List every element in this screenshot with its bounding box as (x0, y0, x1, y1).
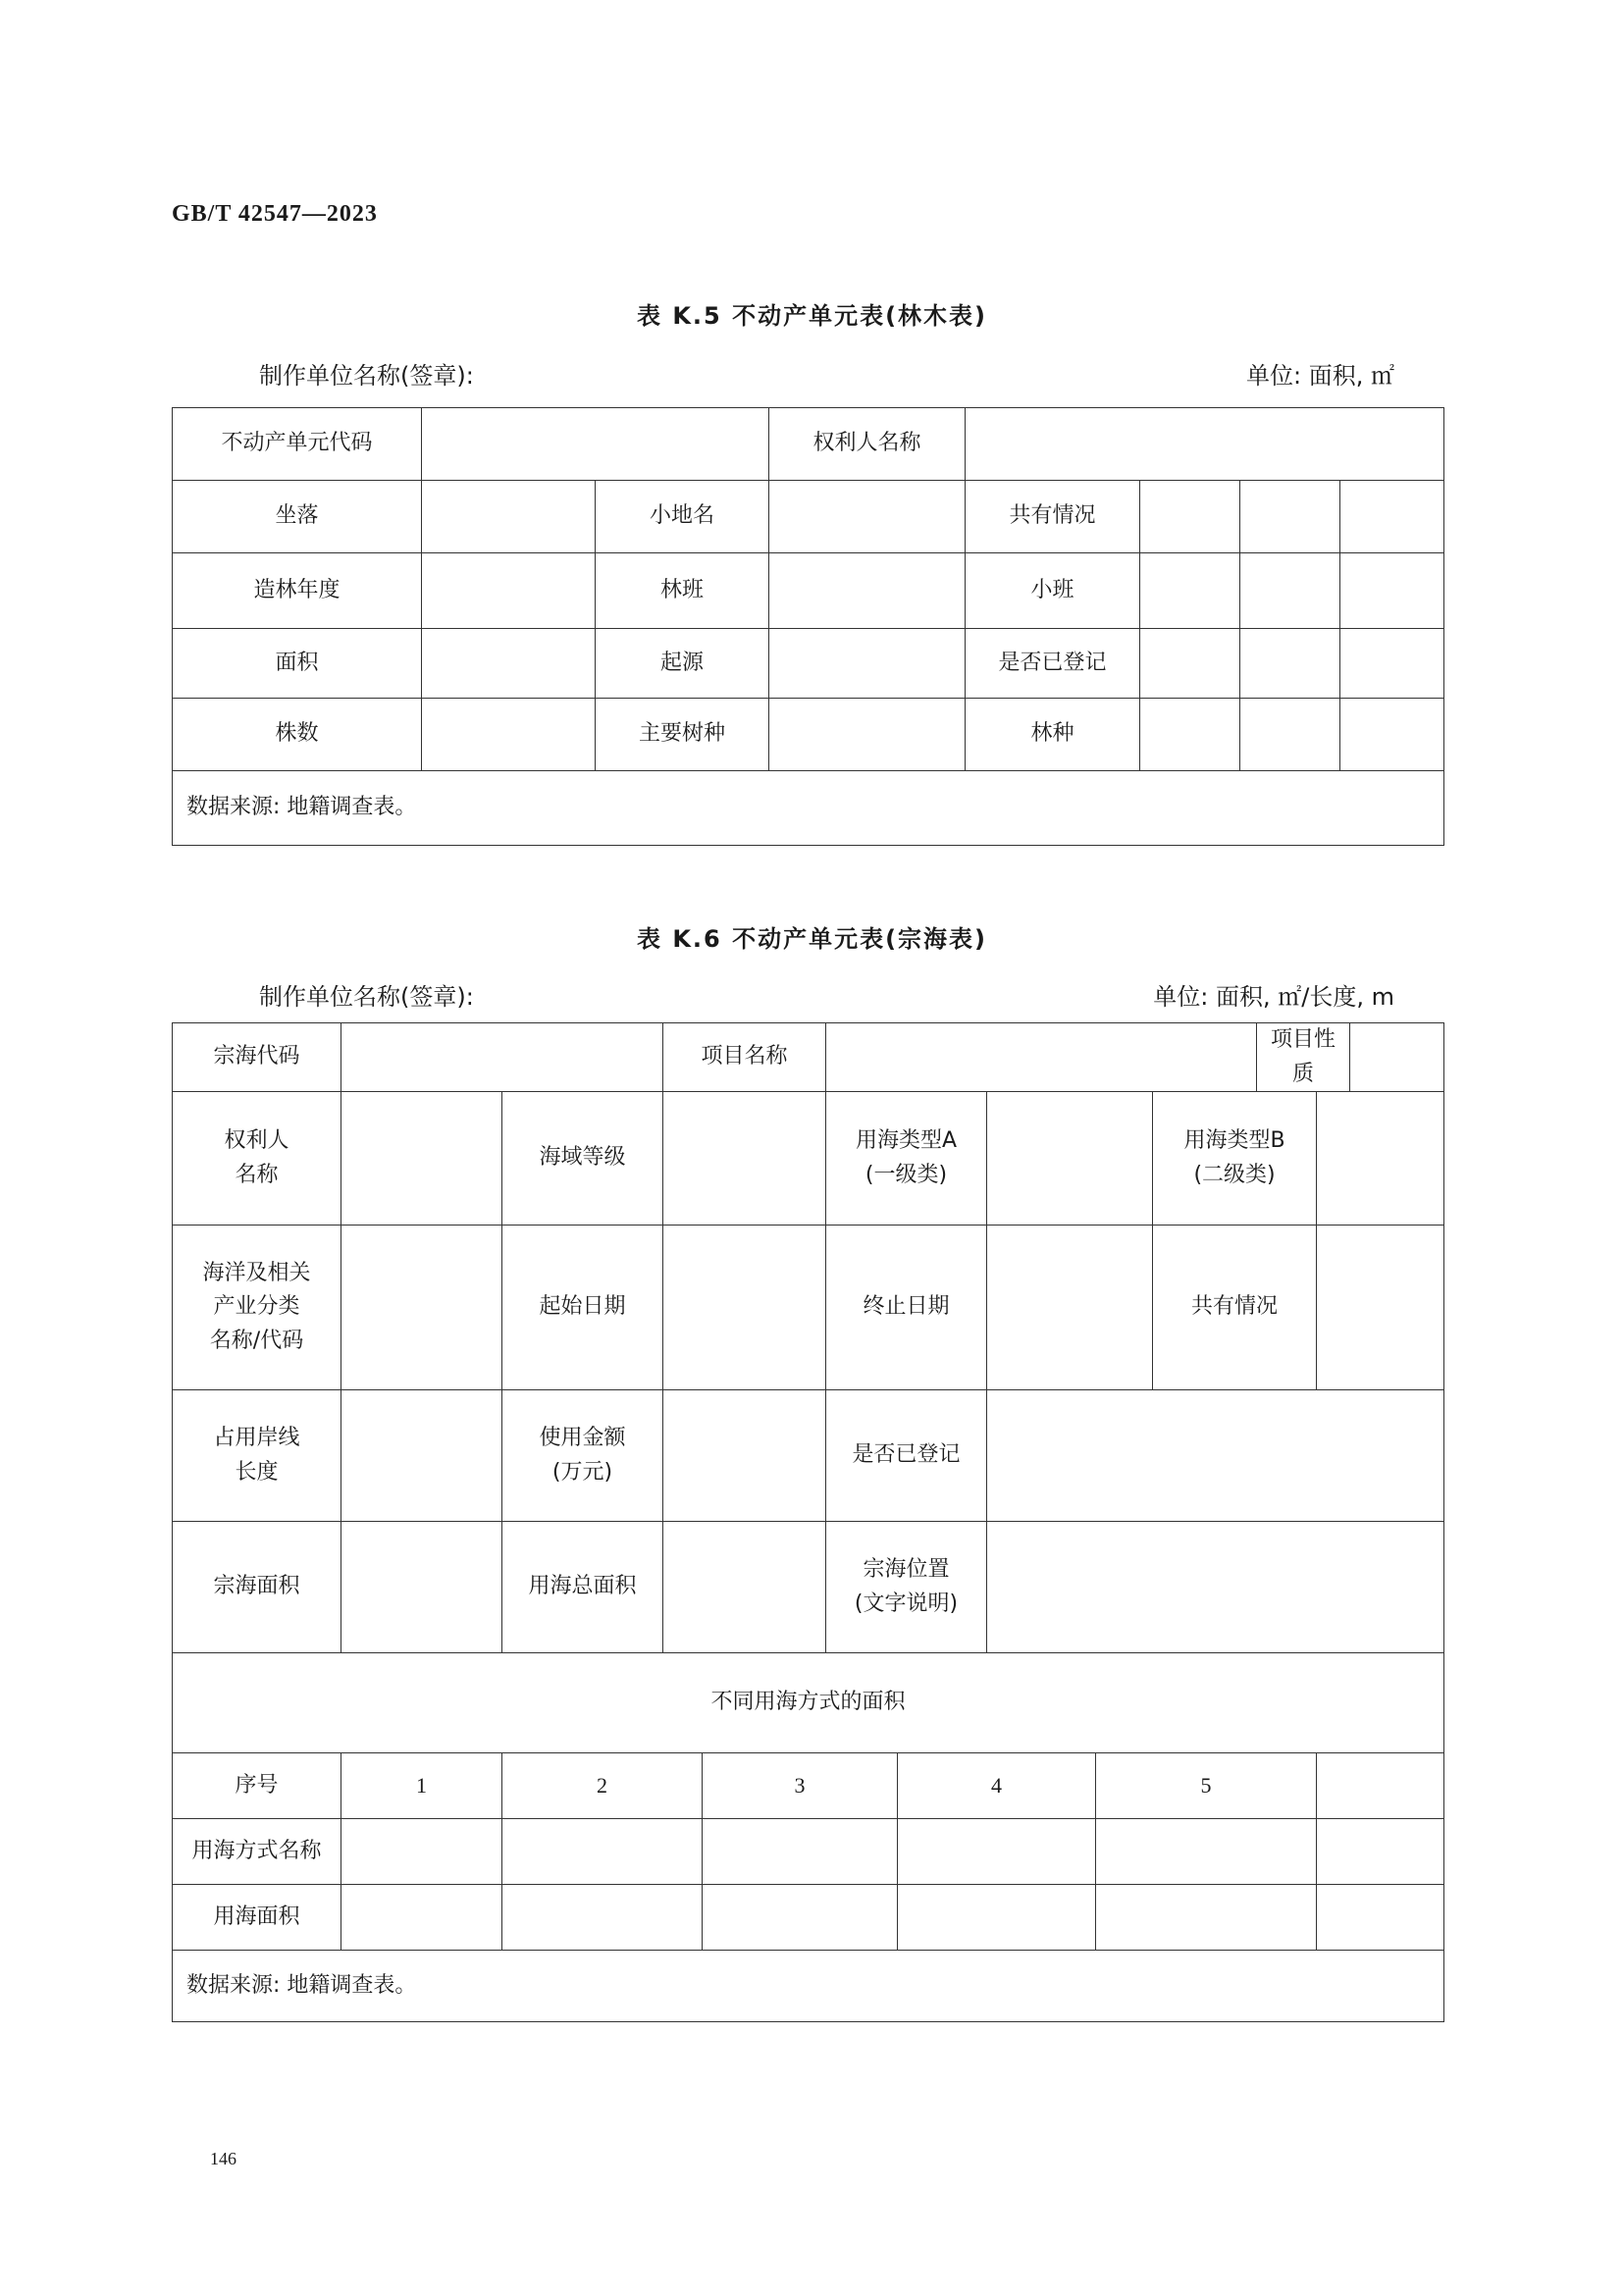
label-seq: 序号 (173, 1753, 341, 1819)
value-cell (502, 1819, 703, 1885)
label-sea-area: 宗海面积 (173, 1522, 341, 1653)
table-k6-maker: 制作单位名称(签章): (259, 983, 474, 1011)
value-cell (1140, 481, 1240, 553)
label-sea-use-mode-name: 用海方式名称 (173, 1819, 341, 1885)
seq-number: 4 (898, 1753, 1096, 1819)
value-shoreline-length (341, 1390, 502, 1522)
label-usage-fee: 使用金额 (万元) (502, 1390, 663, 1522)
value-cell (1340, 629, 1444, 699)
table-k5-maker: 制作单位名称(签章): (259, 362, 474, 390)
value-registered (987, 1390, 1444, 1522)
value-industry-class (341, 1226, 502, 1390)
label-sea-code: 宗海代码 (173, 1023, 341, 1092)
label-co-ownership: 共有情况 (1153, 1226, 1317, 1390)
table-k6 (172, 1022, 1444, 2022)
value-cell (1317, 1885, 1444, 1951)
sea-use-modes-title: 不同用海方式的面积 (173, 1653, 1444, 1753)
value-cell (1240, 629, 1340, 699)
value-place-name (769, 481, 966, 553)
value-main-species (769, 699, 966, 771)
value-cell (1317, 1753, 1444, 1819)
value-sea-use-type-a (987, 1092, 1153, 1226)
value-cell (1140, 553, 1240, 629)
value-cell (898, 1885, 1096, 1951)
value-cell (703, 1819, 898, 1885)
label-project-name: 项目名称 (663, 1023, 826, 1092)
value-cell (502, 1885, 703, 1951)
value-unit-code (422, 408, 769, 481)
value-cell (703, 1885, 898, 1951)
label-sea-grade: 海域等级 (502, 1092, 663, 1226)
page-number: 146 (210, 2149, 236, 2168)
value-cell (1140, 699, 1240, 771)
value-cell (1240, 699, 1340, 771)
label-registered: 是否已登记 (826, 1390, 987, 1522)
label-area: 面积 (173, 629, 422, 699)
value-forest-compartment (769, 553, 966, 629)
label-holder-name: 权利人名称 (769, 408, 966, 481)
value-sea-position (987, 1522, 1444, 1653)
label-sea-position: 宗海位置 (文字说明) (826, 1522, 987, 1653)
table-k5-source: 数据来源: 地籍调查表。 (173, 771, 1444, 846)
seq-number: 5 (1096, 1753, 1317, 1819)
table-k5 (172, 407, 1444, 846)
label-start-date: 起始日期 (502, 1226, 663, 1390)
label-unit-code: 不动产单元代码 (173, 408, 422, 481)
label-end-date: 终止日期 (826, 1226, 987, 1390)
value-start-date (663, 1226, 826, 1390)
label-sea-use-type-a: 用海类型A (一级类) (826, 1092, 987, 1226)
value-cell (1340, 481, 1444, 553)
label-origin: 起源 (596, 629, 769, 699)
value-location (422, 481, 596, 553)
label-project-nature: 项目性质 (1257, 1023, 1350, 1092)
value-origin (769, 629, 966, 699)
value-afforest-year (422, 553, 596, 629)
value-cell (898, 1819, 1096, 1885)
label-shoreline-length: 占用岸线 长度 (173, 1390, 341, 1522)
value-end-date (987, 1226, 1153, 1390)
value-sea-grade (663, 1092, 826, 1226)
table-k6-caption: 表 K.6 不动产单元表(宗海表) (636, 925, 988, 953)
standard-code: GB/T 42547—2023 (172, 201, 378, 227)
value-sea-code (341, 1023, 663, 1092)
label-industry-class: 海洋及相关 产业分类 名称/代码 (173, 1226, 341, 1390)
value-tree-count (422, 699, 596, 771)
value-sea-area (341, 1522, 502, 1653)
value-cell (1340, 553, 1444, 629)
seq-number: 1 (341, 1753, 502, 1819)
label-place-name: 小地名 (596, 481, 769, 553)
value-co-ownership (1317, 1226, 1444, 1390)
value-cell (1096, 1819, 1317, 1885)
table-k5-unit: 单位: 面积, ㎡ (1246, 362, 1394, 390)
label-sea-use-area: 用海面积 (173, 1885, 341, 1951)
value-cell (1140, 629, 1240, 699)
seq-number: 2 (502, 1753, 703, 1819)
value-cell (1317, 1819, 1444, 1885)
value-cell (341, 1885, 502, 1951)
value-project-nature (1350, 1023, 1444, 1092)
value-total-sea-area (663, 1522, 826, 1653)
table-k6-source: 数据来源: 地籍调查表。 (173, 1951, 1444, 2022)
value-cell (341, 1819, 502, 1885)
label-registered: 是否已登记 (966, 629, 1140, 699)
value-holder-name (341, 1092, 502, 1226)
seq-number: 3 (703, 1753, 898, 1819)
table-k5-caption: 表 K.5 不动产单元表(林木表) (636, 302, 988, 330)
table-k6-unit: 单位: 面积, ㎡/长度, m (1153, 983, 1394, 1011)
label-holder-name: 权利人 名称 (173, 1092, 341, 1226)
label-tree-count: 株数 (173, 699, 422, 771)
label-total-sea-area: 用海总面积 (502, 1522, 663, 1653)
value-holder-name (966, 408, 1444, 481)
value-project-name (826, 1023, 1257, 1092)
label-location: 坐落 (173, 481, 422, 553)
label-afforest-year: 造林年度 (173, 553, 422, 629)
label-forest-type: 林种 (966, 699, 1140, 771)
value-cell (1096, 1885, 1317, 1951)
label-co-ownership: 共有情况 (966, 481, 1140, 553)
value-area (422, 629, 596, 699)
value-sea-use-type-b (1317, 1092, 1444, 1226)
label-sea-use-type-b: 用海类型B (二级类) (1153, 1092, 1317, 1226)
label-sub-compartment: 小班 (966, 553, 1140, 629)
value-cell (1240, 481, 1340, 553)
value-usage-fee (663, 1390, 826, 1522)
label-main-species: 主要树种 (596, 699, 769, 771)
value-cell (1340, 699, 1444, 771)
label-forest-compartment: 林班 (596, 553, 769, 629)
value-cell (1240, 553, 1340, 629)
